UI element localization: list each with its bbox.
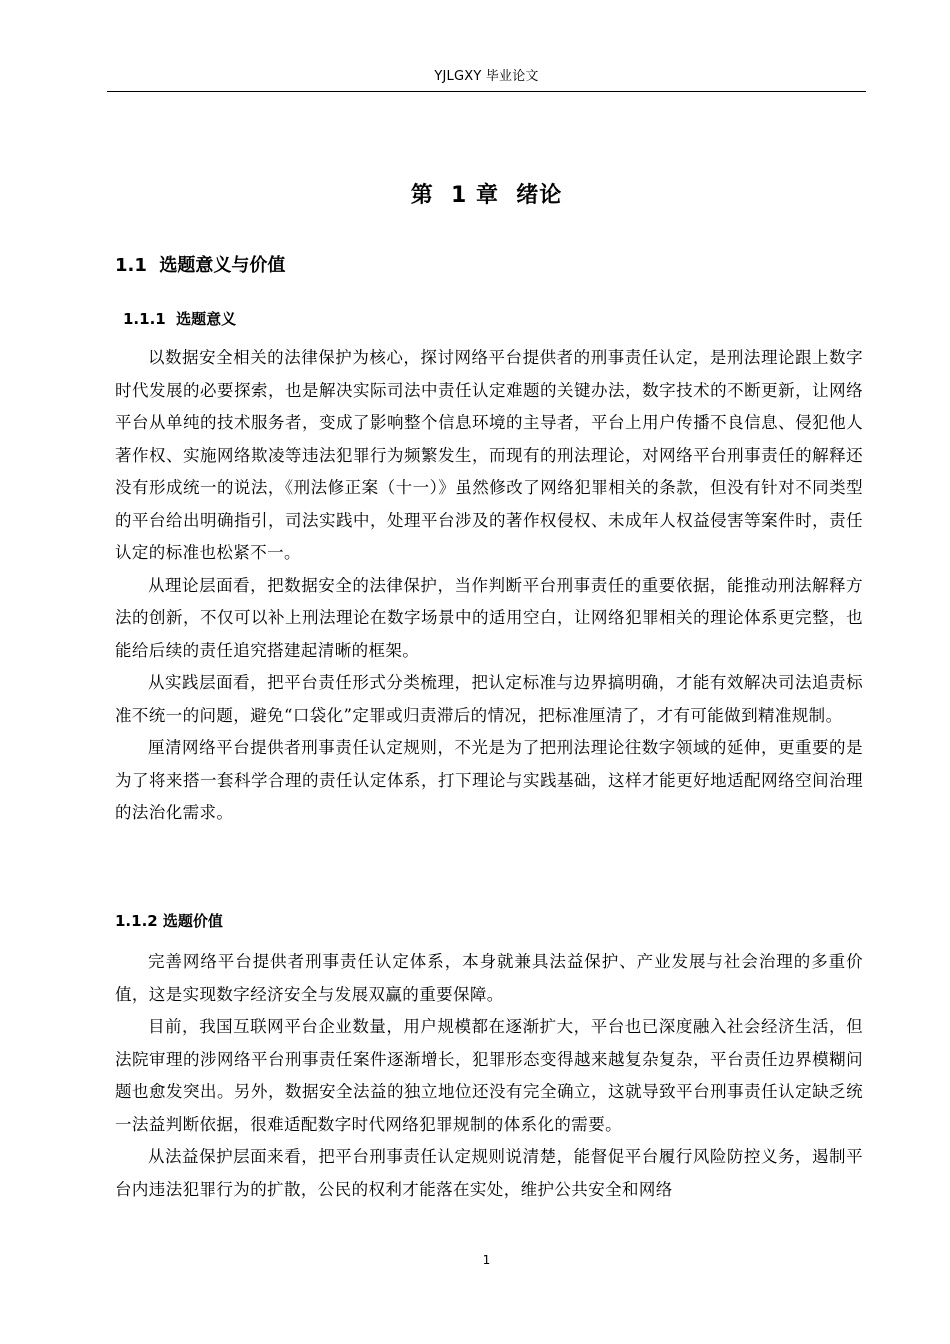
- header-rule: [107, 91, 866, 92]
- paragraph: 厘清网络平台提供者刑事责任认定规则，不光是为了把刑法理论往数字领域的延伸，更重要的是为了将来搭一套科学合理的责任认定体系，打下理论与实践基础，这样才能更好地适配网络空间治理的法治化需求。: [115, 738, 863, 822]
- paragraph: 从理论层面看，把数据安全的法律保护，当作判断平台刑事责任的重要依据，能推动刑法解释方法的创新，不仅可以补上刑法理论在数字场景中的适用空白，让网络犯罪相关的理论体系更完整，也能给后续的责任追究搭建起清晰的框架。: [115, 575, 863, 660]
- chapter-title: 第 1 章 绪论: [410, 183, 563, 208]
- section-title-1-1: 1.1 选题意义与价值: [115, 255, 286, 276]
- subsection-title-1-1-1: 1.1.1 选题意义: [123, 310, 237, 328]
- subsection-1-1-2-body: [115, 946, 863, 1206]
- subsection-title-1-1-2: 1.1.2 选题价值: [115, 912, 223, 930]
- paragraph: 从法益保护层面来看，把平台刑事责任认定规则说清楚，能督促平台履行风险防控义务，遏制平台内违法犯罪行为的扩散，公民的权利才能落在实处，维护公共安全和网络: [115, 1147, 863, 1199]
- subsection-1-1-1-body: [115, 342, 863, 830]
- paragraph: 完善网络平台提供者刑事责任认定体系，本身就兼具法益保护、产业发展与社会治理的多重价值，这是实现数字经济安全与发展双赢的重要保障。: [115, 952, 863, 1004]
- paragraph: 以数据安全相关的法律保护为核心，探讨网络平台提供者的刑事责任认定，是刑法理论跟上数字时代发展的必要探索，也是解决实际司法中责任认定难题的关键办法，数字技术的不断更新，让网络平台从单纯的技术服务者，变成了影响整个信息环境的主导者，平台上用户传播不良信息、侵犯他人著作权、实施网络欺凌等违法犯罪行为频繁发生，而现有的刑法理论，对网络平台刑事责任的解释还没有形成统一的说法，《刑法修正案（十一）》虽然修改了网络犯罪相关的条款，但没有针对不同类型的平台给出明确指引，司法实践中，处理平台涉及的著作权侵权、未成年人权益侵害等案件时，责任认定的标准也松紧不一。: [115, 348, 863, 562]
- page-number: 1: [482, 1253, 491, 1267]
- running-header: YJLGXY 毕业论文: [434, 69, 539, 84]
- paragraph: 从实践层面看，把平台责任形式分类梳理，把认定标准与边界搞明确，才能有效解决司法追责标准不统一的问题，避免“口袋化”定罪或归责滞后的情况，把标准厘清了，才有可能做到精准规制。: [115, 673, 863, 725]
- paragraph: 目前，我国互联网平台企业数量，用户规模都在逐渐扩大，平台也已深度融入社会经济生活，但法院审理的涉网络平台刑事责任案件逐渐增长，犯罪形态变得越来越复杂复杂，平台责任边界模糊问题也愈发突出。另外，数据安全法益的独立地位还没有完全确立，这就导致平台刑事责任认定缺乏统一法益判断依据，很难适配数字时代网络犯罪规制的体系化的需要。: [115, 1017, 863, 1134]
